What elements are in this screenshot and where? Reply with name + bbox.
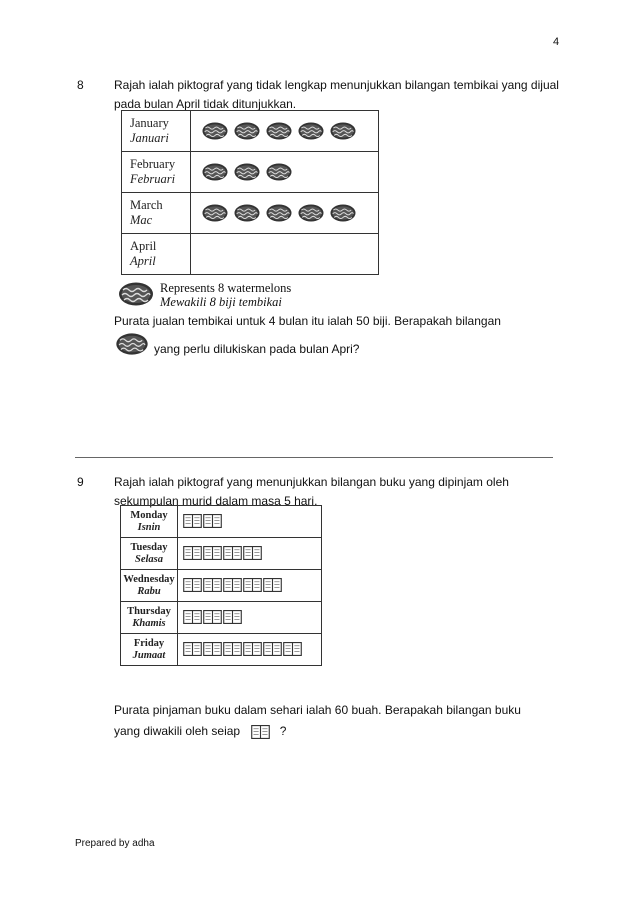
row-label [121,506,178,538]
row-icons [178,602,322,634]
q8-row [122,111,379,152]
watermelon-icon [201,161,229,183]
q9-row [121,538,322,570]
prompt-book-icon [251,725,270,739]
label-malay: Jumaat [132,649,166,661]
row-icons [191,193,379,234]
book-icon [223,610,242,624]
watermelon-icon [329,202,357,224]
book-icon [283,642,302,656]
book-icon [263,578,282,592]
row-icons [178,570,322,602]
row-label [121,634,178,666]
label-malay: Rabu [137,585,161,597]
question-9-number: 9 [77,475,84,489]
q8-row [122,152,379,193]
watermelon-icon [265,120,293,142]
book-icon [183,514,202,528]
label-english: April [130,239,157,253]
question-9-prompt-line1: Purata pinjaman buku dalam sehari ialah 60 buah. Berapakah bilangan buku [114,703,521,717]
watermelon-icon [265,202,293,224]
row-label [121,602,178,634]
book-icon [243,578,262,592]
label-malay: Isnin [137,521,161,533]
watermelon-icon [201,202,229,224]
prompt-line2-text: yang diwakili oleh seiap [114,724,241,738]
q8-row [122,193,379,234]
q9-row [121,506,322,538]
book-icon [203,642,222,656]
row-label [122,193,191,234]
label-english: Wednesday [123,573,175,585]
label-english: Thursday [127,605,171,617]
watermelon-icon [265,161,293,183]
row-icons [178,634,322,666]
watermelon-icon [297,120,325,142]
q9-row [121,634,322,666]
legend-watermelon-icon [117,281,155,312]
book-icon [223,578,242,592]
question-8-number: 8 [77,78,84,92]
watermelon-icon [297,202,325,224]
book-icon [203,546,222,560]
label-english: February [130,157,176,171]
prompt-watermelon-icon [114,332,150,361]
book-icon [203,514,222,528]
watermelon-icon [233,161,261,183]
label-english: Friday [133,637,165,649]
label-malay: April [130,254,156,268]
row-label [121,538,178,570]
question-8-prompt-line1: Purata jualan tembikai untuk 4 bulan itu ialah 50 biji. Berapakah bilangan [114,314,501,328]
row-icons [191,234,379,275]
label-malay: Februari [130,172,176,186]
footer-text: Prepared by adha [75,838,155,849]
label-malay: Selasa [134,553,163,565]
row-label [121,570,178,602]
row-label [122,234,191,275]
book-icon [183,578,202,592]
watermelon-icon [233,120,261,142]
question-9-prompt-line2 [114,722,564,741]
book-icon [223,642,242,656]
row-icons [178,506,322,538]
row-icons [191,152,379,193]
watermelon-icon [233,202,261,224]
watermelon-pictograph [121,110,379,275]
question-8-text: Rajah ialah piktograf yang tidak lengkap menunjukkan bilangan tembikai yang dijual pada bulan April tidak ditunjukkan. [114,78,559,111]
label-malay: Mac [130,213,153,227]
label-english: Monday [130,509,168,521]
book-icon [183,546,202,560]
book-pictograph [120,505,322,666]
label-english: Tuesday [130,541,168,553]
row-icons [191,111,379,152]
q8-row [122,234,379,275]
label-english: March [130,198,163,212]
row-label [122,152,191,193]
page-number: 4 [553,36,560,48]
question-divider [75,457,553,458]
pictograph-key [160,281,291,309]
label-malay: Khamis [132,617,166,629]
q9-row [121,602,322,634]
prompt-question-mark: ? [279,724,287,738]
book-icon [203,578,222,592]
row-icons [178,538,322,570]
book-icon [243,642,262,656]
label-english: January [130,116,169,130]
question-8-prompt-line2: yang perlu dilukiskan pada bulan Apri? [154,342,360,356]
book-icon [183,610,202,624]
row-label [122,111,191,152]
book-icon [263,642,282,656]
book-icon [203,610,222,624]
key-malay: Mewakili 8 biji tembikai [160,295,282,309]
question-9-text: Rajah ialah piktograf yang menunjukkan bilangan buku yang dipinjam oleh sekumpulan murid dalam masa 5 hari. [114,475,509,508]
label-malay: Januari [130,131,169,145]
book-icon [243,546,262,560]
watermelon-icon [329,120,357,142]
book-icon [183,642,202,656]
book-icon [223,546,242,560]
watermelon-icon [201,120,229,142]
q9-row [121,570,322,602]
key-english: Represents 8 watermelons [160,281,292,295]
